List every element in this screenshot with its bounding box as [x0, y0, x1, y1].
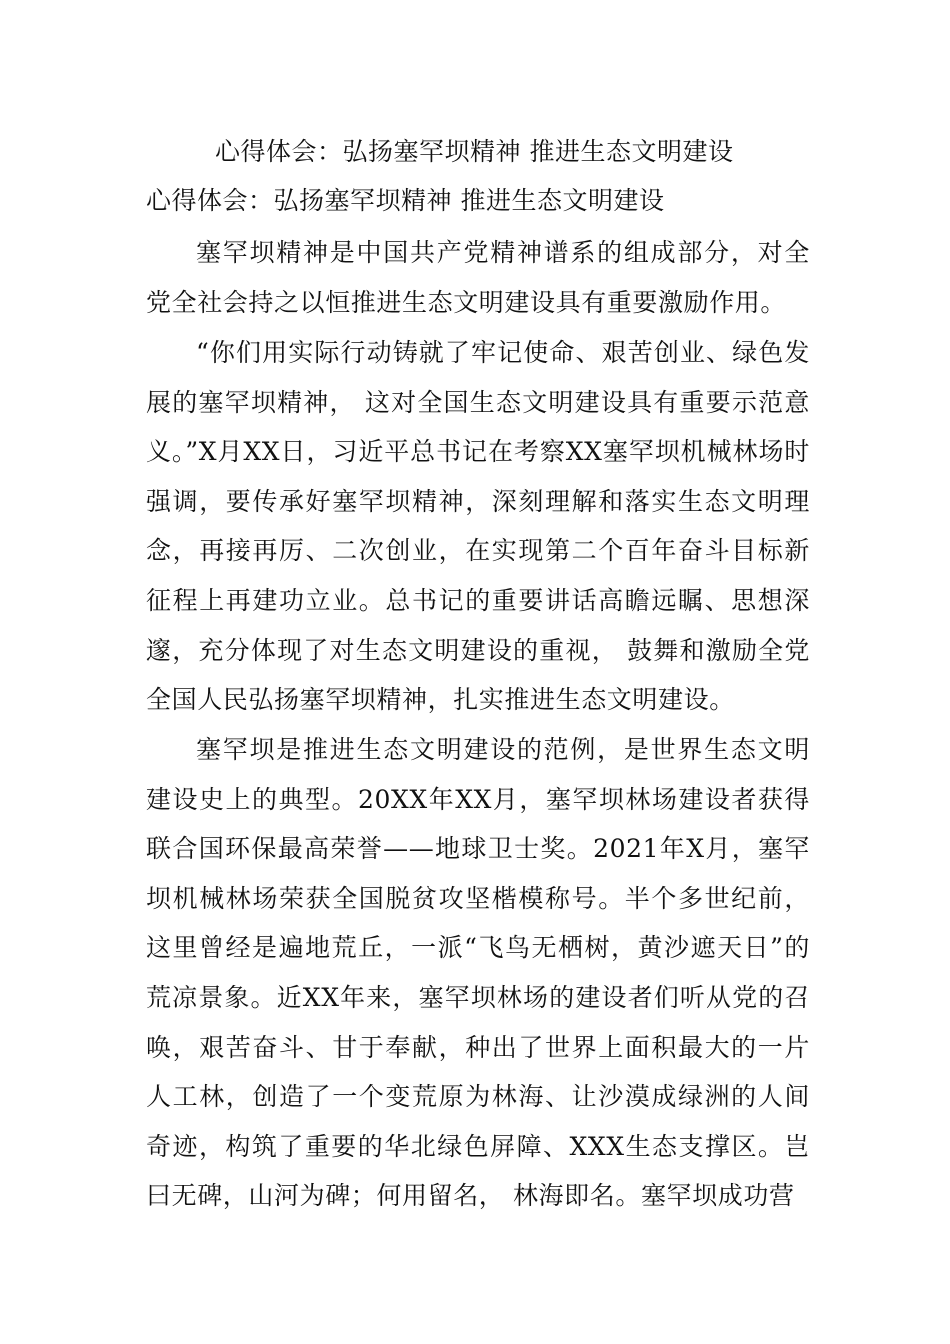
paragraph-3: 塞罕坝是推进生态文明建设的范例，是世界生态文明建设史上的典型。20XX年XX月，塞罕坝林场建设者获得联合国环保最高荣誉——地球卫士奖。2021年X月，塞罕坝机械林场荣获全国脱贫攻坚楷模称号。半个多世纪前，这里曾经是遍地荒丘，一派“飞鸟无栖树，黄沙遮天日”的荒凉景象。近XX年来，塞罕坝林场的建设者们听从党的召唤，艰苦奋斗、甘于奉献，种出了世界上面积最大的一片人工林，创造了一个变荒原为林海、让沙漠成绿洲的人间奇迹，构筑了重要的华北绿色屏障、XXX生态支撑区。岂曰无碑，山河为碑；何用留名， 林海即名。塞罕坝成功营	[146, 735, 810, 1211]
document-title: 心得体会：弘扬塞罕坝精神 推进生态文明建设	[215, 137, 734, 166]
paragraph-2: “你们用实际行动铸就了牢记使命、艰苦创业、绿色发展的塞罕坝精神， 这对全国生态文明建设具有重要示范意义。”X月XX日，习近平总书记在考察XX塞罕坝机械林场时强调，要传承好塞罕坝精神，深刻理解和落实生态文明理念，再接再厉、二次创业，在实现第二个百年奋斗目标新征程上再建功立业。总书记的重要讲话高瞻远瞩、思想深邃，充分体现了对生态文明建设的重视， 鼓舞和激励全党全国人民弘扬塞罕坝精神，扎实推进生态文明建设。	[146, 338, 810, 715]
document-subtitle: 心得体会：弘扬塞罕坝精神 推进生态文明建设	[146, 186, 665, 215]
paragraph-1: 塞罕坝精神是中国共产党精神谱系的组成部分，对全党全社会持之以恒推进生态文明建设具有重要激励作用。	[146, 238, 810, 317]
